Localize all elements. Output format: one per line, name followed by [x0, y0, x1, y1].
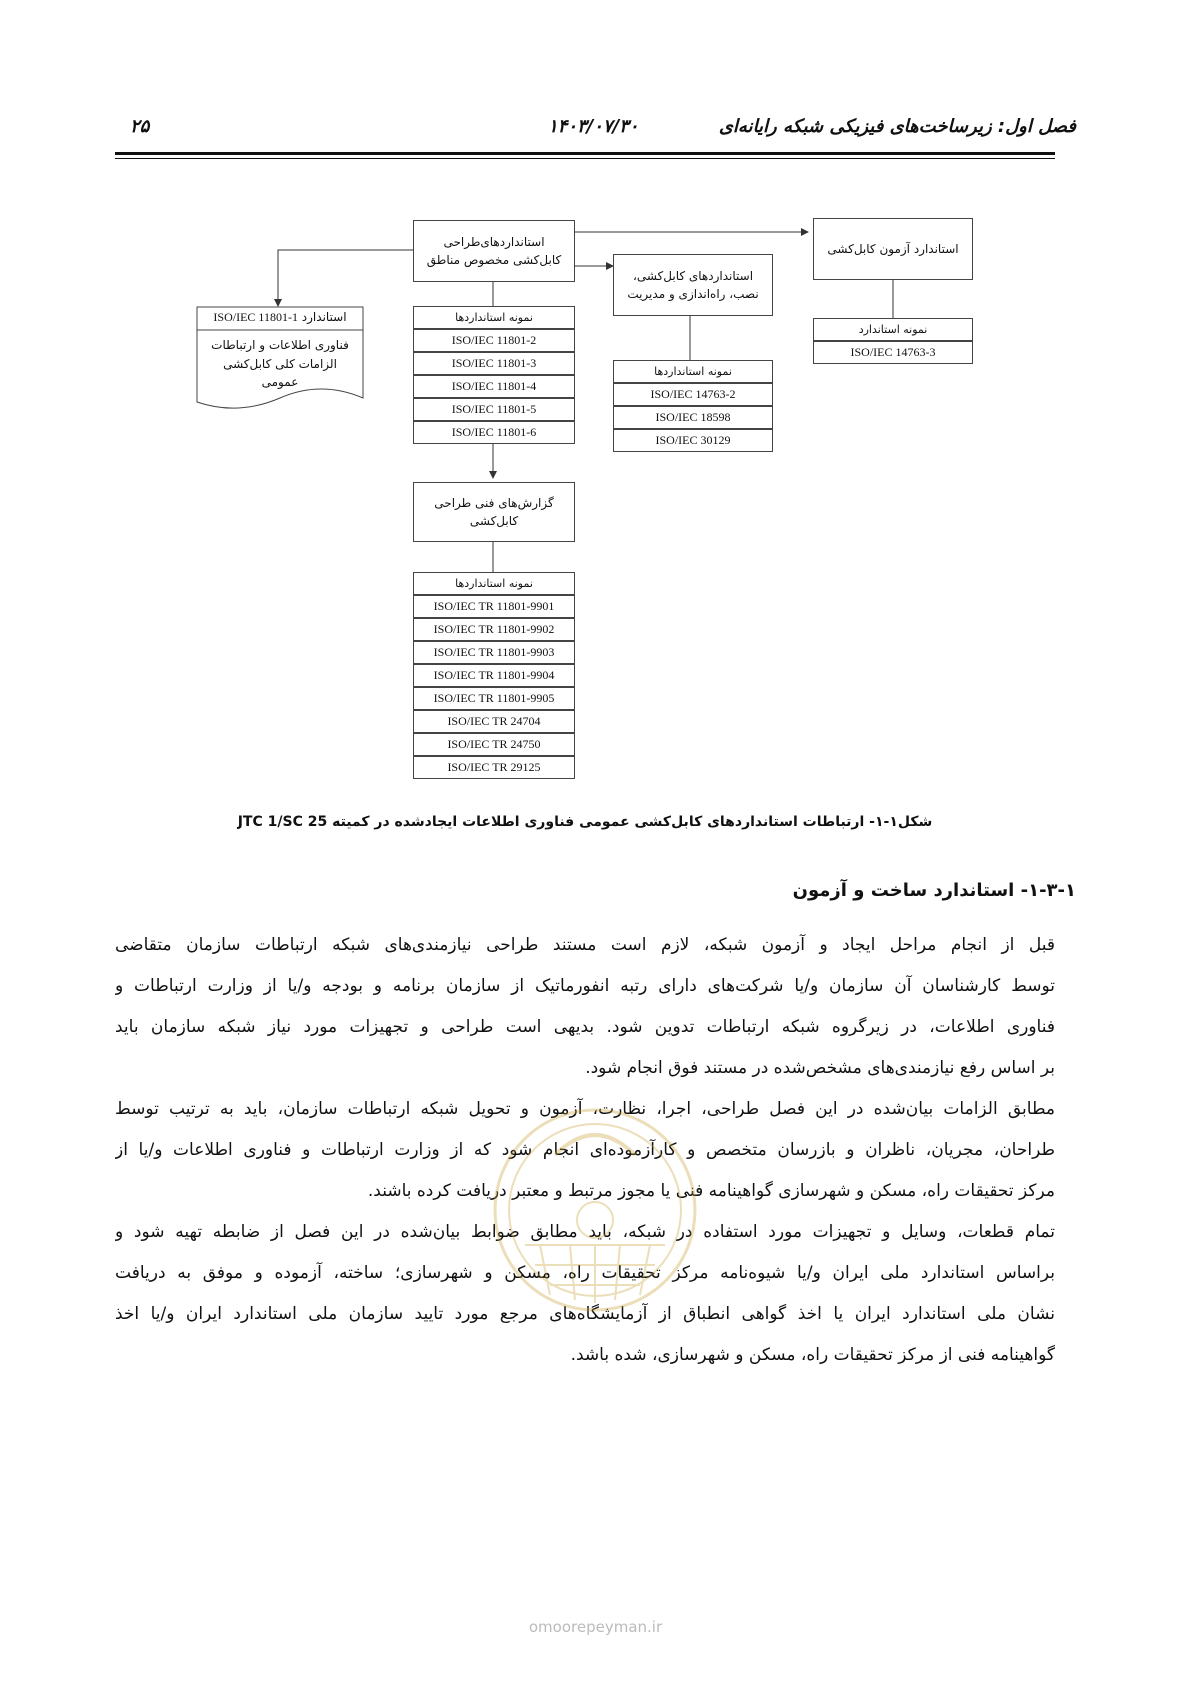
standard-list-item: ISO/IEC TR 11801-9904 — [413, 664, 575, 687]
diagram-connectors — [0, 0, 1191, 800]
general-standard-prefix: استاندارد — [301, 310, 347, 324]
paragraph-line: مطابق الزامات بیان‌شده در این فصل طراحی، اجرا، نظارت، آزمون و تحویل شبکه ارتباطات سازمان، باید به ترتیب توسط — [115, 1099, 1055, 1119]
paragraph-line: بر اساس رفع نیازمندی‌های مشخص‌شده در مستند فوق انجام شود. — [585, 1058, 1055, 1078]
list-header: نمونه استانداردها — [613, 360, 773, 383]
watermark-text: omoorepeyman.ir — [528, 1618, 663, 1636]
list-header: نمونه استانداردها — [413, 306, 575, 329]
standard-list-item: ISO/IEC 30129 — [613, 429, 773, 452]
paragraph-1 — [115, 925, 1055, 1089]
paragraph-line: طراحان، مجریان، ناظران و بازرسان متخصص و کارآزموده‌ای انجام شود که از وزارت ارتباطات و فناوری اطلاعات و/یا از — [115, 1140, 1055, 1160]
standard-list-item: ISO/IEC TR 24750 — [413, 733, 575, 756]
paragraph-line: تمام قطعات، وسایل و تجهیزات مورد استفاده در شبکه، باید مطابق ضوابط بیان‌شده در این فصل از ضابطه تهیه شود و — [115, 1222, 1055, 1242]
paragraph-line: توسط کارشناسان آن سازمان و/یا شرکت‌های دارای رتبه انفورماتیک از سازمان برنامه و بودجه و/یا از وزارت ارتباطات و — [115, 976, 1055, 996]
standard-list-item: ISO/IEC 11801-3 — [413, 352, 575, 375]
page-number: ۲۵ — [130, 116, 150, 137]
paragraph-line: براساس استاندارد ملی ایران و/یا شیوه‌نامه مرکز تحقیقات راه، مسکن و شهرسازی؛ ساخته، آزموده و موفق به دریافت — [115, 1263, 1055, 1283]
general-standard-code: ISO/IEC 11801-1 — [213, 310, 298, 324]
standard-list-item: ISO/IEC 11801-2 — [413, 329, 575, 352]
general-standard-text: فناوری اطلاعات و ارتباطات الزامات کلی کابل‌کشی عمومی — [211, 338, 349, 390]
standard-list-item: ISO/IEC TR 11801-9902 — [413, 618, 575, 641]
test-standard-box: استاندارد آزمون کابل‌کشی — [813, 218, 973, 280]
paragraph-line: قبل از انجام مراحل ایجاد و آزمون شبکه، لازم است مستند طراحی نیازمندی‌های شبکه ارتباطات سازمان متقاضی — [115, 935, 1055, 955]
list-header: نمونه استانداردها — [413, 572, 575, 595]
seal-stamp-icon — [485, 1095, 705, 1325]
technical-reports-box: گزارش‌های فنی طراحی کابل‌کشی — [413, 482, 575, 542]
general-standard-document — [196, 306, 364, 416]
figure-caption: شکل۱-۱- ارتباطات استانداردهای کابل‌کشی عمومی فناوری اطلاعات ایجادشده در کمیته JTC 1/SC 25 — [237, 814, 933, 830]
header-date: ۱۴۰۳/۰۷/۳۰ — [548, 116, 639, 137]
standard-list-item: ISO/IEC 11801-6 — [413, 421, 575, 444]
general-standard-code-row — [196, 310, 364, 325]
standard-list-item: ISO/IEC TR 11801-9901 — [413, 595, 575, 618]
standard-list-item: ISO/IEC 11801-5 — [413, 398, 575, 421]
standard-list-item: ISO/IEC TR 29125 — [413, 756, 575, 779]
chapter-title: فصل اول: زیرساخت‌های فیزیکی شبکه رایانه‌ای — [718, 116, 1076, 137]
list-header: نمونه استاندارد — [813, 318, 973, 341]
standard-list-item: ISO/IEC 14763-3 — [813, 341, 973, 364]
standard-list-item: ISO/IEC 18598 — [613, 406, 773, 429]
paragraph-line: فناوری اطلاعات، در زیرگروه شبکه ارتباطات تدوین شود. بدیهی است طراحی و تجهیزات مورد نیاز شبکه سازمان باید — [115, 1017, 1055, 1037]
install-standards-box: استانداردهای کابل‌کشی، نصب، راه‌اندازی و مدیریت — [613, 254, 773, 316]
standard-list-item: ISO/IEC 11801-4 — [413, 375, 575, 398]
standard-list-item: ISO/IEC 14763-2 — [613, 383, 773, 406]
design-standards-box: استانداردهای‌طراحی کابل‌کشی مخصوص مناطق — [413, 220, 575, 282]
standard-list-item: ISO/IEC TR 24704 — [413, 710, 575, 733]
paragraph-line: نشان ملی استاندارد ایران یا اخذ گواهی انطباق از آزمایشگاه‌های مرجع مورد تایید سازمان ملی استاندارد ایران و/یا اخذ — [115, 1304, 1055, 1324]
standards-diagram — [0, 0, 1191, 800]
paragraph-line: مرکز تحقیقات راه، مسکن و شهرسازی گواهینامه فنی یا مجوز مرتبط و معتبر دریافت کرده باشند. — [367, 1181, 1055, 1201]
paragraph-line: گواهینامه فنی از مرکز تحقیقات راه، مسکن و شهرسازی، شده باشد. — [570, 1345, 1055, 1365]
standard-list-item: ISO/IEC TR 11801-9905 — [413, 687, 575, 710]
standard-list-item: ISO/IEC TR 11801-9903 — [413, 641, 575, 664]
section-heading: ۱-۳-۱- استاندارد ساخت و آزمون — [792, 880, 1076, 901]
